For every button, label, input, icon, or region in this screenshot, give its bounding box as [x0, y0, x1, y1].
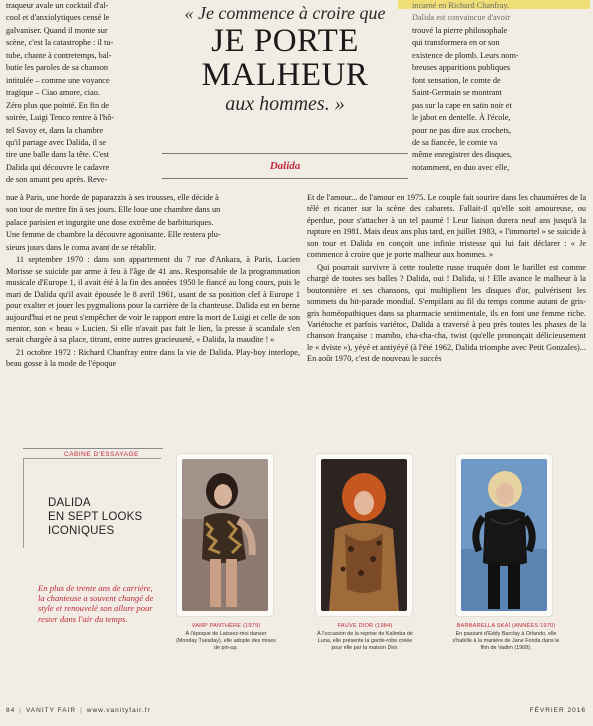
- text-line: incarné en Richard Chanfray.: [412, 1, 510, 10]
- text-line: nue à Paris, une horde de paparazzis à ses trousses, elle décide à: [6, 193, 219, 202]
- look-photo-vamp: [182, 459, 268, 611]
- text-line: sieurs jours dans le coma avant de se rétablir.: [6, 242, 156, 252]
- text-line: pas sur la cape en satin noir et: [412, 100, 512, 110]
- photo-illustration: [182, 459, 268, 611]
- text-line: cool et d'anxiolytiques censé le: [6, 13, 110, 23]
- sidebar-title: [48, 496, 158, 538]
- look-caption-barbarella: [452, 623, 560, 652]
- text-line: de sa fiancée, le comte va: [412, 137, 498, 147]
- look-caption-fauve: [314, 623, 416, 652]
- look-caption-vamp: [176, 623, 276, 652]
- article-column-left-main: [6, 192, 300, 371]
- look-title: BARBARELLA SKAÏ (ANNÉES 1970): [456, 623, 556, 629]
- text-line: tire une balle dans la tête. C'est: [6, 150, 110, 160]
- article-column-right-top: [412, 0, 586, 174]
- sidebar-title-line: ICONIQUES: [48, 525, 115, 537]
- text-line: Une femme de chambre la découvre agonisante. Elle restera plu-: [6, 230, 221, 240]
- text-line: scène, c'est la catastrophe : il tu-: [6, 38, 114, 48]
- article-column-left-top: [6, 0, 158, 187]
- look-card-fauve: [316, 454, 412, 616]
- article-paragraph: 11 septembre 1970 : dans son appartement du 7 rue d'Ankara, à Paris, Lucien Morisse se suicide par arme à feu à l'âge de 41 ans. Responsable de la programmation musicale d'Europe 1, il avait été à la fin des années 1950 le fiancé au long cours, puis le mari de Dalida qu'il avait épousée le 8 avril 1961, usant de sa position clef à Europe 1 pour exalter et jouer les pygmalions pour la carrière de la chanteuse. Dalida est en berne aujourd'hui et ne peut s'empêcher de voir le rapport entre la mort de Luigi et celle de son mentor, son « beau » Lucien. Si elle n'avait pas fait le lien, la presse à scandale s'en serait chargée à sa place, titrant, entre autres gracieuseté, « Dalida, la maudite ! »: [6, 255, 300, 345]
- text-line: palace parisien et ingurgite une dose extrême de barbituriques.: [6, 217, 214, 227]
- text-line: soirée, Luigi Tenco rentre à l'hô-: [6, 113, 115, 123]
- text-line: qui transformera en or son: [412, 38, 500, 48]
- look-card-vamp: [177, 454, 273, 616]
- sidebar-title-line: DALIDA: [48, 497, 91, 509]
- headline-line-2: MALHEUR: [201, 57, 369, 93]
- sidebar-text: En plus de trente ans de carrière, la chanteuse a souvent changé de style et renouvelé son allure pour rester dans l'air du temps.: [38, 583, 154, 624]
- sidebar-rule: [23, 448, 163, 449]
- headline-line-1: JE PORTE: [211, 23, 359, 59]
- text-line: traqueur avale un cocktail d'al-: [6, 1, 109, 10]
- look-title: VAMP PANTHÈRE (1979): [191, 623, 261, 629]
- look-description: À l'époque de Laissez-moi danser (Monday Tuesday), elle adopte des mises de pin-up.: [176, 631, 276, 652]
- photo-illustration: [461, 459, 547, 611]
- headline-divider-bottom: [162, 178, 408, 179]
- text-line: Dalida qui découvre le cadavre: [6, 162, 110, 172]
- magazine-site: www.vanityfair.fr: [86, 707, 151, 714]
- text-line: tel Savoy et, dans la chambre: [6, 125, 104, 135]
- text-line: le jabot en dentelle. À l'école,: [412, 113, 511, 123]
- article-column-right-main: [307, 192, 586, 366]
- look-card-barbarella: [456, 454, 552, 616]
- headline-quote-open: « Je commence à croire que: [184, 3, 386, 23]
- sidebar-title-line: EN SEPT LOOKS: [48, 511, 143, 523]
- text-line: tube, chante à contretemps, bal-: [6, 50, 112, 60]
- text-line: de son amant peu après. Reve-: [6, 175, 108, 185]
- text-line: intitulée – comme une voyance: [6, 75, 110, 85]
- look-photo-barbarella: [461, 459, 547, 611]
- footer-left: 84 | VANITY FAIR | www.vanityfair.fr: [6, 707, 151, 714]
- headline-quote-close: aux hommes. »: [225, 93, 345, 115]
- text-line: notamment, en duo avec elle,: [412, 162, 510, 172]
- issue-date: FÉVRIER 2016: [529, 707, 586, 714]
- headline-divider-top: [162, 153, 408, 154]
- text-line: existence de plomb. Leurs nom-: [412, 50, 519, 60]
- text-line: tragique – Ciao amore, ciao.: [6, 88, 100, 98]
- text-line: Saint-Germain se montrant: [412, 88, 502, 98]
- look-title: FAUVE DIOR (1984): [337, 623, 393, 629]
- page-number: 84: [6, 707, 16, 714]
- byline: Dalida: [269, 160, 301, 172]
- look-photo-fauve: [321, 459, 407, 611]
- sidebar-tag: CABINE D'ESSAYAGE: [60, 451, 143, 458]
- text-line: son tour de mettre fin à ses jours. Elle loue une chambre dans un: [6, 205, 221, 215]
- text-line: qu'il partage avec Dalida, il se: [6, 137, 107, 147]
- page-footer: [6, 707, 586, 719]
- text-line: Zéro plus que pointé. En fin de: [6, 100, 109, 110]
- photo-illustration: [321, 459, 407, 611]
- magazine-name: VANITY FAIR: [25, 707, 77, 714]
- text-line: breuses apparitions publiques: [412, 63, 511, 73]
- look-description: En passant d'Eddy Barclay à Orlando, elle s'habille à la manière de Jane Fonda dans le film de Vadim (1968).: [452, 631, 560, 652]
- text-line: pour ne pas dire aux crochets,: [412, 125, 512, 135]
- article-paragraph: 21 octobre 1972 : Richard Chanfray entre dans la vie de Dalida. Play-boy interlope, beau gosse à la mode de l'époque: [6, 347, 300, 369]
- text-line: même enregistrer des disques,: [412, 150, 512, 160]
- look-description: À l'occasion de la reprise de Kalimba de Luna, elle présente la garde-robe créée pour elle par la maison Dior.: [317, 631, 413, 652]
- text-line: galvaniser. Quand il monte sur: [6, 25, 108, 35]
- text-line: Dalida est convaincue d'avoir: [412, 13, 511, 23]
- text-line: trouvé la pierre philosophale: [412, 25, 508, 35]
- text-line: font sensation, le comte de: [412, 75, 501, 85]
- pull-quote-headline: [160, 2, 410, 116]
- article-paragraph: Qui pourrait survivre à cette roulette russe truquée dont le barillet est comme chargé de toutes ses balles ? Dalida, oui ! Dalida, si ! Elle avance le malheur à la boutonnière et ses chansons, qui multiplient les disques d'or, pulvérisent les sommets du hit-parade mondial. S'empilant au fil du temps comme autant de gris-gris homéopathiques dans sa pharmacie sentimentale, ils en font une femme riche. Variétoche et parfois variétoc, Dalida a traversé à peu près toutes les phases de la chanson française : mambo, cha-cha-cha, twist (qu'elle prononçait délicieusement le « dviste »), yéyé et antiyéyé (à l'été 1962, Dalida triomphe avec Petit Gonzales)... En août 1970, c'est de nouveau le succès: [307, 262, 586, 364]
- text-line: butie les paroles de sa chanson: [6, 63, 109, 73]
- article-paragraph: Et de l'amour... de l'amour en 1975. Le couple fait sourire dans les chaumières de la télé et ricaner sur la scène des cabarets. Fallait-il qu'elle soit amoureuse, ou éperdue, pour s'attacher à un tel paumé ! Leur liaison durera neuf ans jusqu'à la rupture en 1981. Mais deux ans plus tard, en juillet 1983, « l'immortel » se suicide à son tour et Dalida en conçoit une infinie tristesse qui lui fait déclarer : « Je commence à croire que je porte malheur aux hommes. »: [307, 193, 586, 260]
